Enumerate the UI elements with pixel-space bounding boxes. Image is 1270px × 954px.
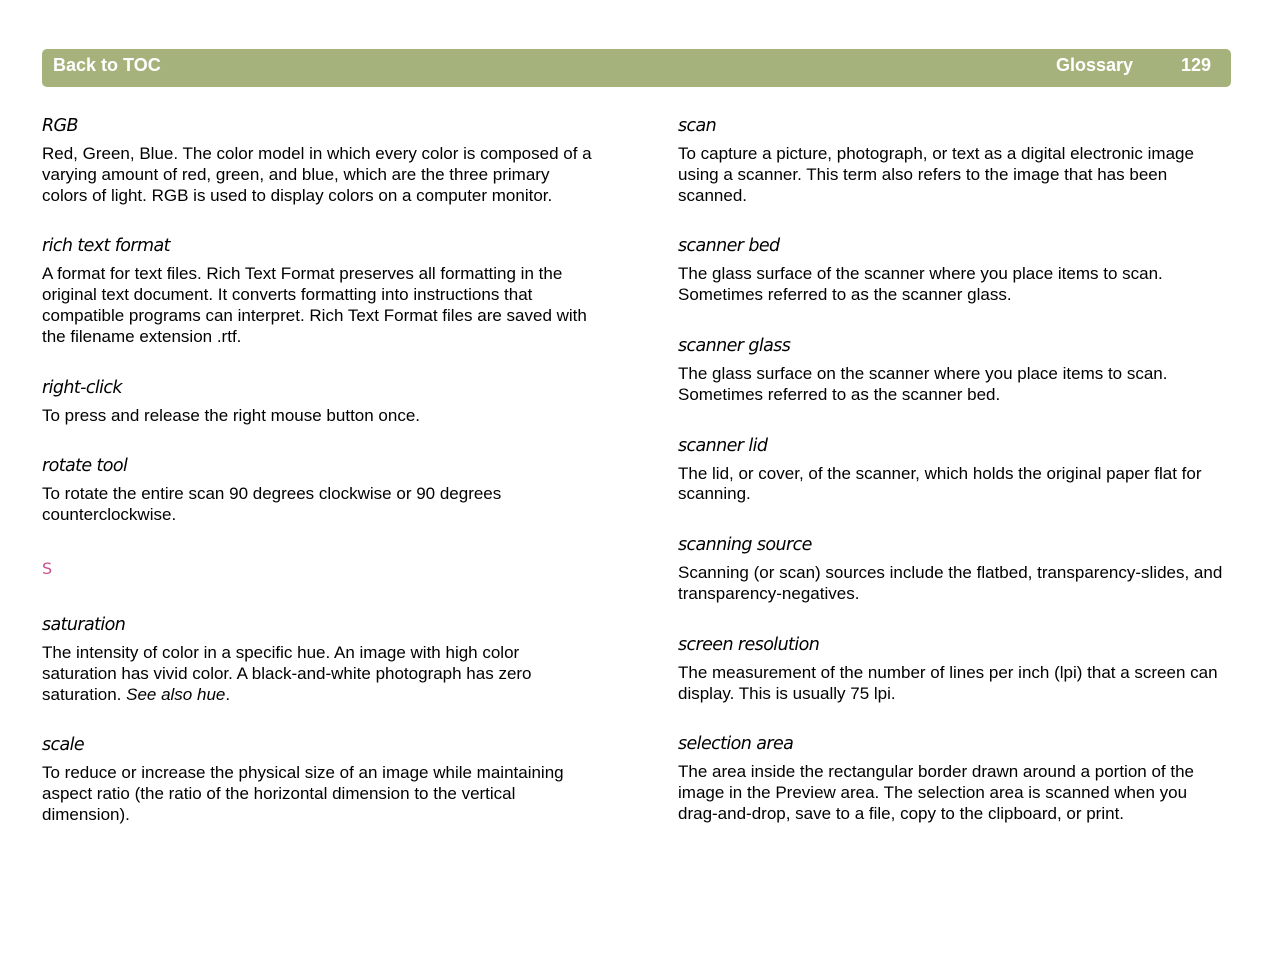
page-number: 129 [1181, 55, 1212, 75]
entry-definition: The measurement of the number of lines per inch (lpi) that a screen can display. This is usually 75 lpi. [678, 662, 1218, 703]
entry-definition: To capture a picture, photograph, or text as a digital electronic image using a scanner. This term also refers to the image that has been scanned. [678, 144, 1194, 205]
entry-definition: The glass surface of the scanner where you place items to scan. Sometimes referred to as the scanner glass. [678, 264, 1163, 305]
entry-definition: The lid, or cover, of the scanner, which holds the original paper flat for scanning. [678, 463, 1202, 504]
glossary-entry-scale [42, 732, 592, 825]
entry-term: scan [678, 116, 717, 136]
glossary-entry-saturation [42, 612, 592, 705]
definition-end: . [225, 684, 231, 704]
see-also-reference: See also hue [126, 684, 226, 704]
glossary-entry-scan [678, 113, 1228, 206]
entry-term: selection area [678, 734, 794, 755]
entry-term: scanner bed [678, 236, 780, 257]
glossary-entry-rgb [42, 113, 592, 206]
entry-definition: Scanning (or scan) sources include the flatbed, transparency-slides, and transparency-negatives. [678, 563, 1223, 603]
entry-term: right-click [42, 377, 122, 398]
right-column [678, 113, 1228, 825]
entry-term: scale [42, 735, 85, 756]
entry-term: rich text format [42, 236, 170, 257]
entry-definition [42, 643, 592, 705]
glossary-entry-selection-area [678, 731, 1228, 824]
header-bar [42, 49, 1231, 87]
glossary-entry-right-click [42, 375, 592, 427]
glossary-entry-screen-resolution [678, 632, 1228, 705]
entry-term: RGB [42, 116, 78, 136]
glossary-entry-scanner-bed [678, 233, 1228, 306]
entry-definition: The glass surface on the scanner where you place items to scan. Sometimes referred to as the scanner bed. [678, 363, 1168, 404]
entry-definition: To press and release the right mouse button once. [42, 405, 421, 425]
glossary-entry-rotate-tool [42, 453, 592, 526]
entry-term: scanner lid [678, 435, 768, 456]
definition-text: The intensity of color in a specific hue. An image with high color saturation has vivid color. A black-and-white photograph has zero saturation. [42, 642, 532, 704]
entry-term: screen resolution [678, 634, 820, 655]
entry-term: scanner glass [678, 335, 791, 356]
glossary-entry-rich-text-format [42, 233, 592, 347]
glossary-entry-scanner-lid [678, 433, 1228, 506]
entry-definition: To reduce or increase the physical size of an image while maintaining aspect ratio (the ratio of the horizontal dimension to the vertical dimension). [42, 763, 564, 824]
section-title: Glossary [1056, 55, 1134, 75]
left-column [42, 113, 592, 826]
entry-term: scanning source [678, 535, 812, 556]
entry-definition: The area inside the rectangular border drawn around a portion of the image in the Preview area. The selection area is scanned when you drag-and-drop, save to a file, copy to the clipboard, or print. [678, 762, 1194, 823]
letter-divider: S [42, 558, 53, 578]
entry-term: rotate tool [42, 456, 128, 477]
glossary-entry-scanner-glass [678, 333, 1228, 406]
entry-definition: Red, Green, Blue. The color model in which every color is composed of a varying amount of red, green, and blue, which are the three primary colors of light. RGB is used to display colors on a computer monitor. [42, 144, 592, 205]
glossary-entry-scanning-source [678, 532, 1228, 605]
entry-definition: A format for text files. Rich Text Format preserves all formatting in the original text document. It converts formatting into instructions that compatible programs can interpret. Rich Text Format files are saved with the filename extension .rtf. [42, 264, 587, 346]
back-to-toc-link[interactable]: Back to TOC [53, 55, 161, 75]
entry-term: saturation [42, 614, 126, 635]
entry-definition: To rotate the entire scan 90 degrees clockwise or 90 degrees counterclockwise. [42, 484, 502, 525]
